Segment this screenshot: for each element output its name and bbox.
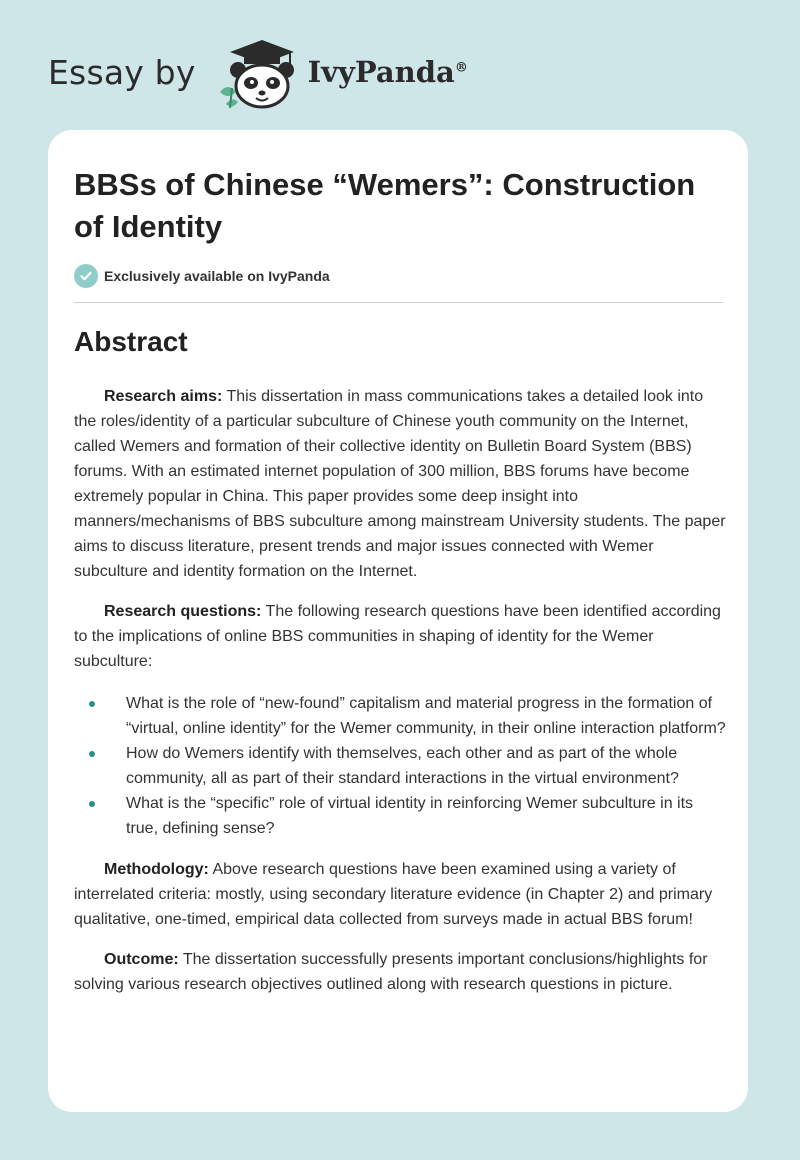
- divider: [74, 302, 723, 303]
- essay-card: [48, 130, 748, 1112]
- page-title: BBSs of Chinese “Wemers”: Construction of Identity: [74, 167, 696, 244]
- research-aims-text: This dissertation in mass communications takes a detailed look into the roles/identity of a particular subculture of Chinese youth community on the Internet, called Wemers and formation of their collective identity on Bulletin Board System (BBS) forums. With an estimated internet population of 300 million, BBS forums have become extremely popular in China. This paper provides some deep insight into manners/mechanisms of BBS subculture among mainstream University students. The paper aims to discuss literature, present trends and major issues connected with Wemer subculture and identity formation on the Internet.: [74, 388, 726, 580]
- outcome-label: Outcome:: [104, 951, 179, 968]
- badge-text: Exclusively available on IvyPanda: [104, 268, 330, 284]
- methodology-label: Methodology:: [104, 861, 209, 878]
- research-aims-paragraph: [74, 384, 726, 584]
- exclusive-badge: [74, 264, 330, 288]
- list-item: What is the “specific” role of virtual identity in reinforcing Wemer subculture in its true, defining sense?: [74, 791, 726, 841]
- brand-name: [308, 55, 468, 89]
- brand-header: [48, 34, 468, 110]
- research-aims-label: Research aims:: [104, 388, 223, 405]
- list-item: How do Wemers identify with themselves, each other and as part of the whole community, all as part of their standard interactions in the virtual environment?: [74, 741, 726, 791]
- list-item: What is the role of “new-found” capitalism and material progress in the formation of “virtual, online identity” for the Wemer community, in their online interaction platform?: [74, 691, 726, 741]
- research-questions-paragraph: [74, 599, 726, 674]
- check-circle-icon: [74, 264, 98, 288]
- research-questions-label: Research questions:: [104, 603, 262, 620]
- brand-prefix: Essay by: [48, 52, 196, 92]
- brand-name-text: IvyPanda: [307, 55, 455, 89]
- abstract-body: [74, 384, 726, 1012]
- outcome-paragraph: [74, 947, 726, 997]
- research-questions-text: The following research questions have been identified according to the implications of online BBS communities in shaping of identity for the Wemer subculture:: [74, 603, 721, 670]
- outcome-text: The dissertation successfully presents important conclusions/highlights for solving various research objectives outlined along with research questions in picture.: [74, 951, 708, 993]
- section-heading: Abstract: [74, 326, 188, 357]
- panda-graduation-cap-icon: [212, 34, 304, 110]
- registered-mark: ®: [454, 60, 468, 76]
- methodology-paragraph: [74, 857, 726, 932]
- methodology-text: Above research questions have been examined using a variety of interrelated criteria: mostly, using secondary literature evidence (in Chapter 2) and primary qualitative, one-timed, empirical data collected from surveys made in actual BBS forum!: [74, 861, 713, 928]
- research-questions-list: [74, 691, 726, 841]
